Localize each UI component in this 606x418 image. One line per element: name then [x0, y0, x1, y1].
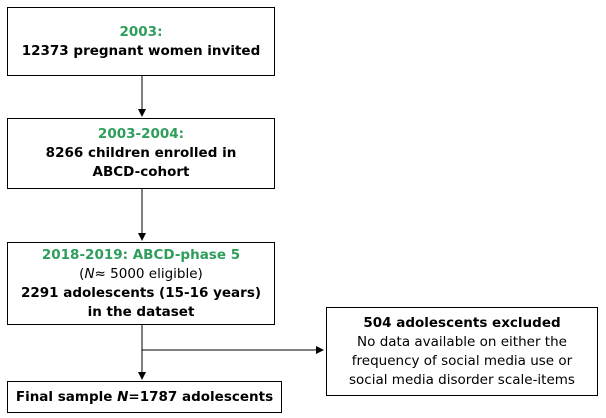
final-suffix: =1787 adolescents — [128, 388, 274, 405]
box3-year: 2018-2019: ABCD-phase 5 — [41, 246, 241, 263]
box-final-sample — [7, 381, 282, 413]
box2-line2: ABCD-cohort — [92, 164, 190, 180]
box2-year: 2003-2004: — [97, 126, 185, 142]
box3-eligible-rest: ≈ 5000 eligible) — [94, 265, 203, 282]
final-n: N — [117, 388, 129, 405]
box2-line1: 8266 children enrolled in — [45, 145, 237, 161]
box1-text: 12373 pregnant women invited — [21, 42, 261, 59]
box-2003-invited — [7, 7, 275, 76]
box-2003-2004-enrolled — [7, 118, 275, 189]
final-text — [16, 388, 273, 407]
box-2018-2019-phase5 — [7, 242, 275, 325]
excluded-line1: No data available on either the — [357, 333, 567, 350]
excluded-title: 504 adolescents excluded — [363, 314, 561, 331]
box-excluded — [326, 307, 598, 396]
box3-eligible — [79, 265, 203, 284]
excluded-line2: frequency of social media use or — [351, 352, 573, 369]
box3-line1: 2291 adolescents (15-16 years) — [20, 284, 262, 301]
excluded-line3: social media disorder scale-items — [349, 371, 575, 388]
box3-eligible-open: ( — [79, 265, 85, 282]
final-prefix: Final sample — [15, 388, 118, 405]
box3-eligible-n: N — [84, 265, 95, 282]
box1-year: 2003: — [119, 23, 163, 40]
box3-line2: in the dataset — [87, 303, 195, 320]
